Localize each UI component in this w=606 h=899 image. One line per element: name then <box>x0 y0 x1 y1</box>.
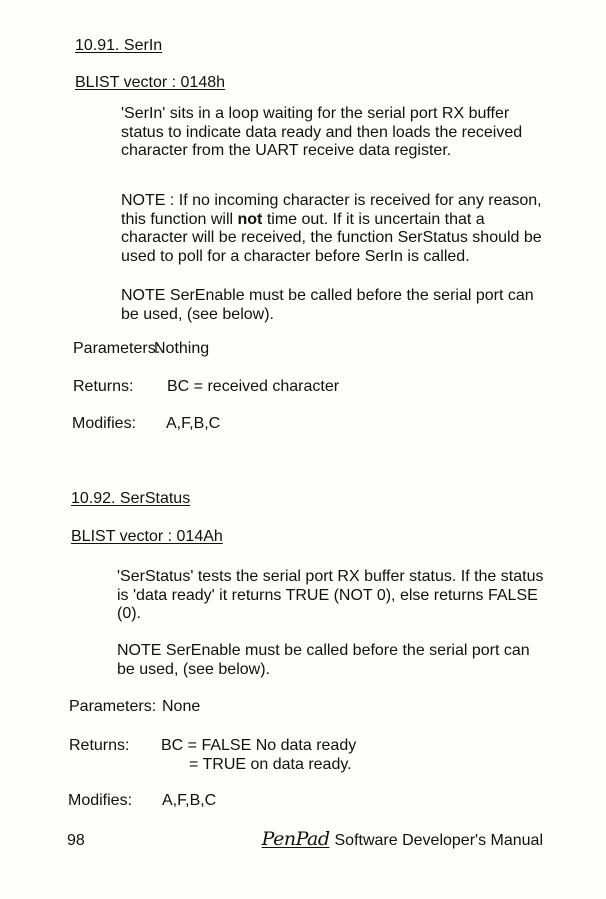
section-heading-serstatus: 10.92. SerStatus <box>71 490 191 507</box>
serin-parameters-row <box>73 340 553 360</box>
blist-vector-serstatus: BLIST vector : 014Ah <box>71 528 223 545</box>
penpad-logo-text: PenPad <box>261 828 330 850</box>
parameters-label: Parameters: <box>73 340 161 357</box>
note-text-part2: time out. If it is uncertain that a character will be received, the function SerStatus should be used to poll for a character before SerIn is called. <box>121 210 542 265</box>
serin-note-timeout <box>121 192 551 266</box>
parameters-label: Parameters: <box>69 698 157 715</box>
parameters-value: Nothing <box>154 340 210 357</box>
serin-note-enable: NOTE SerEnable must be called before the serial port can be used, (see below). <box>121 287 534 323</box>
modifies-value: A,F,B,C <box>162 792 217 809</box>
penpad-logo <box>262 828 330 850</box>
returns-value-line1: BC = FALSE No data ready <box>161 737 357 754</box>
manual-title: Software Developer's Manual <box>334 832 543 849</box>
modifies-label: Modifies: <box>72 415 137 432</box>
serstatus-note-enable: NOTE SerEnable must be called before the serial port can be used, (see below). <box>117 642 530 678</box>
serstatus-modifies-row <box>68 792 548 812</box>
serin-description: 'SerIn' sits in a loop waiting for the serial port RX buffer status to indicate data ready and then loads the received character from the UART receive data register. <box>121 105 523 159</box>
blist-vector-serin: BLIST vector : 0148h <box>75 74 226 91</box>
serin-modifies-row <box>72 415 552 435</box>
note-text-part1: NOTE : If no incoming character is received for any reason, this function will <box>121 192 542 228</box>
serstatus-returns-row <box>69 737 549 777</box>
returns-value-line2: = TRUE on data ready. <box>189 756 352 773</box>
note-emphasis: not <box>237 210 263 228</box>
returns-label: Returns: <box>69 737 130 754</box>
returns-label: Returns: <box>73 378 134 395</box>
modifies-value: A,F,B,C <box>166 415 221 432</box>
page-number: 98 <box>67 832 85 849</box>
serin-returns-row <box>73 378 553 398</box>
serstatus-parameters-row <box>69 698 549 718</box>
modifies-label: Modifies: <box>68 792 133 809</box>
returns-value: BC = received character <box>167 378 340 395</box>
page-footer-title <box>258 828 543 850</box>
section-heading-serin: 10.91. SerIn <box>75 37 163 54</box>
serstatus-description: 'SerStatus' tests the serial port RX buffer status. If the status is 'data ready' it returns TRUE (NOT 0), else returns FALSE (0). <box>117 568 544 622</box>
parameters-value: None <box>162 698 201 715</box>
